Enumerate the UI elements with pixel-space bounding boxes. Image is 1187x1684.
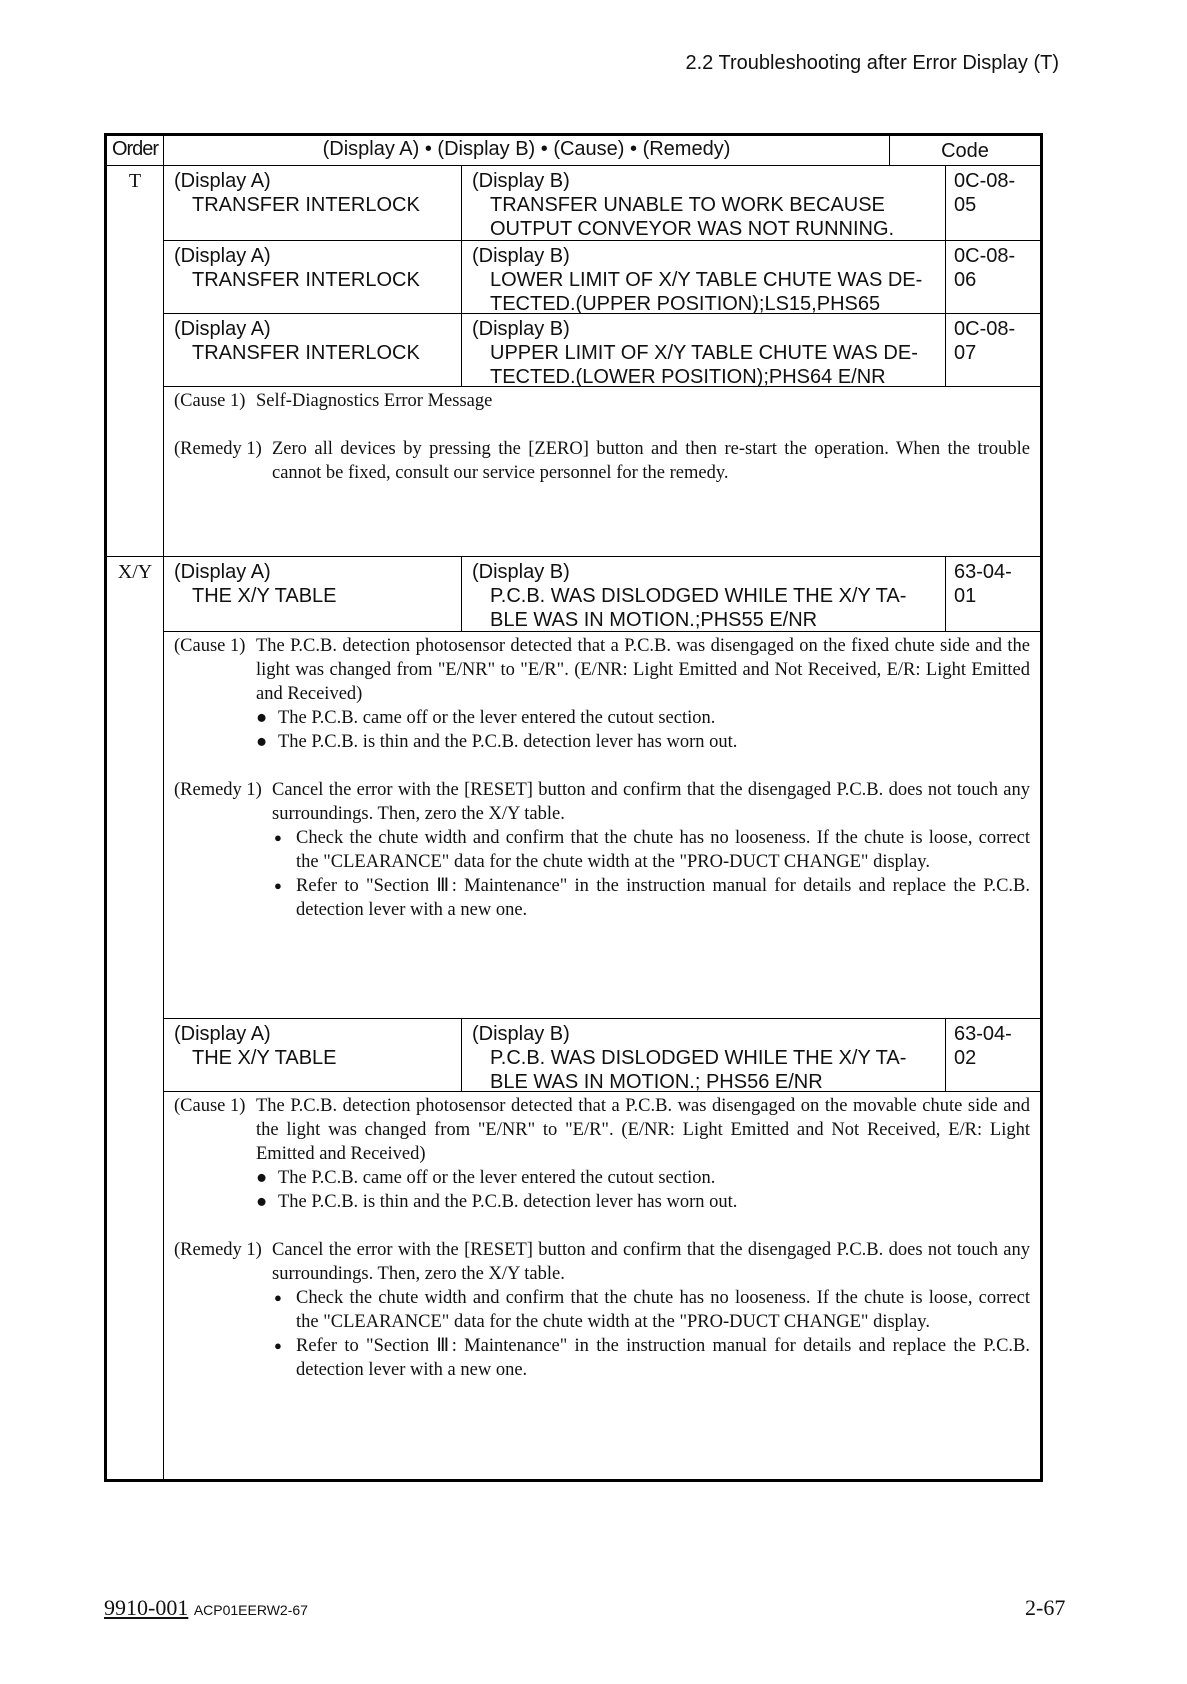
display-b-line: LOWER LIMIT OF X/Y TABLE CHUTE WAS DE- bbox=[490, 269, 923, 291]
cause-bullet: ● The P.C.B. is thin and the P.C.B. detection lever has worn out. bbox=[256, 732, 738, 752]
cause-label: (Cause 1) bbox=[174, 636, 246, 656]
display-b-line: TECTED.(UPPER POSITION);LS15,PHS65 bbox=[490, 293, 881, 315]
section-xy bbox=[107, 557, 1040, 1479]
display-b-line: P.C.B. WAS DISLODGED WHILE THE X/Y TA- bbox=[490, 1047, 907, 1069]
display-a-text: TRANSFER INTERLOCK bbox=[192, 269, 420, 291]
cause-text: The P.C.B. detection photosensor detected that a P.C.B. was disengaged on the fixed chute side and the light was changed from "E/NR" to "E/R". (E/NR: Light Emitted and Not Received, E/R: Light Emitted and Received) bbox=[256, 636, 1030, 704]
error-code: 0C-08-07 bbox=[954, 318, 1016, 364]
remedy-text: Cancel the error with the [RESET] button and confirm that the disengaged P.C.B. does not touch any surroundings. Then, zero the X/Y table. bbox=[272, 780, 1030, 824]
order-cell: X/Y bbox=[107, 557, 164, 1479]
display-b-label: (Display B) bbox=[472, 170, 570, 192]
display-b-label: (Display B) bbox=[472, 318, 570, 340]
display-b-line: UPPER LIMIT OF X/Y TABLE CHUTE WAS DE- bbox=[490, 342, 918, 364]
cause-label: (Cause 1) bbox=[174, 391, 246, 411]
error-code: 63-04-01 bbox=[954, 561, 1012, 607]
cause-bullet: ● The P.C.B. came off or the lever entered the cutout section. bbox=[256, 708, 716, 728]
bullet-text: The P.C.B. is thin and the P.C.B. detection lever has worn out. bbox=[278, 732, 738, 752]
display-row bbox=[164, 166, 1040, 241]
display-b-line: TRANSFER UNABLE TO WORK BECAUSE bbox=[490, 194, 885, 216]
table-header-row bbox=[107, 136, 1040, 166]
display-a-label: (Display A) bbox=[174, 245, 271, 267]
section-t bbox=[107, 166, 1040, 557]
display-b-label: (Display B) bbox=[472, 245, 570, 267]
cause-remedy-block bbox=[164, 387, 1040, 556]
error-code: 63-04-02 bbox=[954, 1023, 1012, 1069]
error-code: 0C-08-05 bbox=[954, 170, 1016, 216]
display-b-label: (Display B) bbox=[472, 561, 570, 583]
bullet-text: Check the chute width and confirm that the chute has no looseness. If the chute is loose, correct the "CLEARANCE" data for the chute width at the "PRO-DUCT CHANGE" display. bbox=[296, 1288, 1030, 1332]
display-a-label: (Display A) bbox=[174, 318, 271, 340]
display-b-line: OUTPUT CONVEYOR WAS NOT RUNNING. bbox=[490, 218, 895, 240]
display-b-label: (Display B) bbox=[472, 1023, 570, 1045]
display-b-line: P.C.B. WAS DISLODGED WHILE THE X/Y TA- bbox=[490, 585, 907, 607]
bullet-text: Refer to "Section Ⅲ: Maintenance" in the instruction manual for details and replace the P.C.B. detection lever with a new one. bbox=[296, 876, 1030, 920]
display-b-line: BLE WAS IN MOTION.;PHS55 E/NR bbox=[490, 609, 818, 631]
display-row bbox=[164, 557, 1040, 632]
display-a-label: (Display A) bbox=[174, 561, 271, 583]
order-header: Order bbox=[107, 136, 164, 165]
remedy-bullet: ● Refer to "Section Ⅲ: Maintenance" in the instruction manual for details and replace the P.C.B. detection lever with a new one. bbox=[274, 1336, 1030, 1380]
display-b-line: TECTED.(LOWER POSITION);PHS64 E/NR bbox=[490, 366, 886, 388]
footer-doc-number bbox=[104, 1595, 308, 1621]
doc-code: ACP01EERW2-67 bbox=[193, 1602, 308, 1618]
remedy-bullet: ● Refer to "Section Ⅲ: Maintenance" in the instruction manual for details and replace the P.C.B. detection lever with a new one. bbox=[274, 876, 1030, 920]
display-b-line: BLE WAS IN MOTION.; PHS56 E/NR bbox=[490, 1071, 823, 1093]
remedy-label: (Remedy 1) bbox=[174, 439, 262, 459]
remedy-label: (Remedy 1) bbox=[174, 780, 262, 800]
main-header: (Display A) • (Display B) • (Cause) • (Remedy) bbox=[164, 136, 890, 165]
remedy-label: (Remedy 1) bbox=[174, 1240, 262, 1260]
troubleshooting-table bbox=[104, 133, 1043, 1482]
cause-bullet: ● The P.C.B. is thin and the P.C.B. detection lever has worn out. bbox=[256, 1192, 738, 1212]
bullet-text: Refer to "Section Ⅲ: Maintenance" in the instruction manual for details and replace the P.C.B. detection lever with a new one. bbox=[296, 1336, 1030, 1380]
cause-remedy-block bbox=[164, 632, 1040, 1018]
display-a-label: (Display A) bbox=[174, 170, 271, 192]
display-row bbox=[164, 314, 1040, 387]
remedy-text: Zero all devices by pressing the [ZERO] button and then re-start the operation. When the trouble cannot be fixed, consult our service personnel for the remedy. bbox=[272, 439, 1030, 483]
display-a-text: TRANSFER INTERLOCK bbox=[192, 194, 420, 216]
remedy-bullet: ● Check the chute width and confirm that the chute has no looseness. If the chute is loose, correct the "CLEARANCE" data for the chute width at the "PRO-DUCT CHANGE" display. bbox=[274, 1288, 1030, 1332]
remedy-bullet: ● Check the chute width and confirm that the chute has no looseness. If the chute is loose, correct the "CLEARANCE" data for the chute width at the "PRO-DUCT CHANGE" display. bbox=[274, 828, 1030, 872]
bullet-text: The P.C.B. is thin and the P.C.B. detection lever has worn out. bbox=[278, 1192, 738, 1212]
cause-text: The P.C.B. detection photosensor detected that a P.C.B. was disengaged on the movable chute side and the light was changed from "E/NR" to "E/R". (E/NR: Light Emitted and Not Received, E/R: Light Emitted and Received) bbox=[256, 1096, 1030, 1164]
order-cell: T bbox=[107, 166, 164, 556]
cause-label: (Cause 1) bbox=[174, 1096, 246, 1116]
display-a-text: TRANSFER INTERLOCK bbox=[192, 342, 420, 364]
cause-bullet: ● The P.C.B. came off or the lever entered the cutout section. bbox=[256, 1168, 716, 1188]
cause-text: Self-Diagnostics Error Message bbox=[256, 391, 493, 411]
display-a-text: THE X/Y TABLE bbox=[192, 1047, 337, 1069]
page-number: 2-67 bbox=[1025, 1595, 1066, 1620]
display-a-label: (Display A) bbox=[174, 1023, 271, 1045]
doc-number: 9910-001 bbox=[104, 1595, 189, 1620]
code-header: Code bbox=[941, 140, 989, 162]
cause-remedy-block bbox=[164, 1092, 1040, 1479]
display-a-text: THE X/Y TABLE bbox=[192, 585, 337, 607]
display-row bbox=[164, 241, 1040, 314]
bullet-text: The P.C.B. came off or the lever entered the cutout section. bbox=[278, 708, 716, 728]
bullet-text: The P.C.B. came off or the lever entered the cutout section. bbox=[278, 1168, 716, 1188]
remedy-text: Cancel the error with the [RESET] button and confirm that the disengaged P.C.B. does not touch any surroundings. Then, zero the X/Y table. bbox=[272, 1240, 1030, 1284]
bullet-text: Check the chute width and confirm that the chute has no looseness. If the chute is loose, correct the "CLEARANCE" data for the chute width at the "PRO-DUCT CHANGE" display. bbox=[296, 828, 1030, 872]
running-header: 2.2 Troubleshooting after Error Display (T) bbox=[685, 52, 1059, 74]
display-row bbox=[164, 1019, 1040, 1092]
error-code: 0C-08-06 bbox=[954, 245, 1016, 291]
